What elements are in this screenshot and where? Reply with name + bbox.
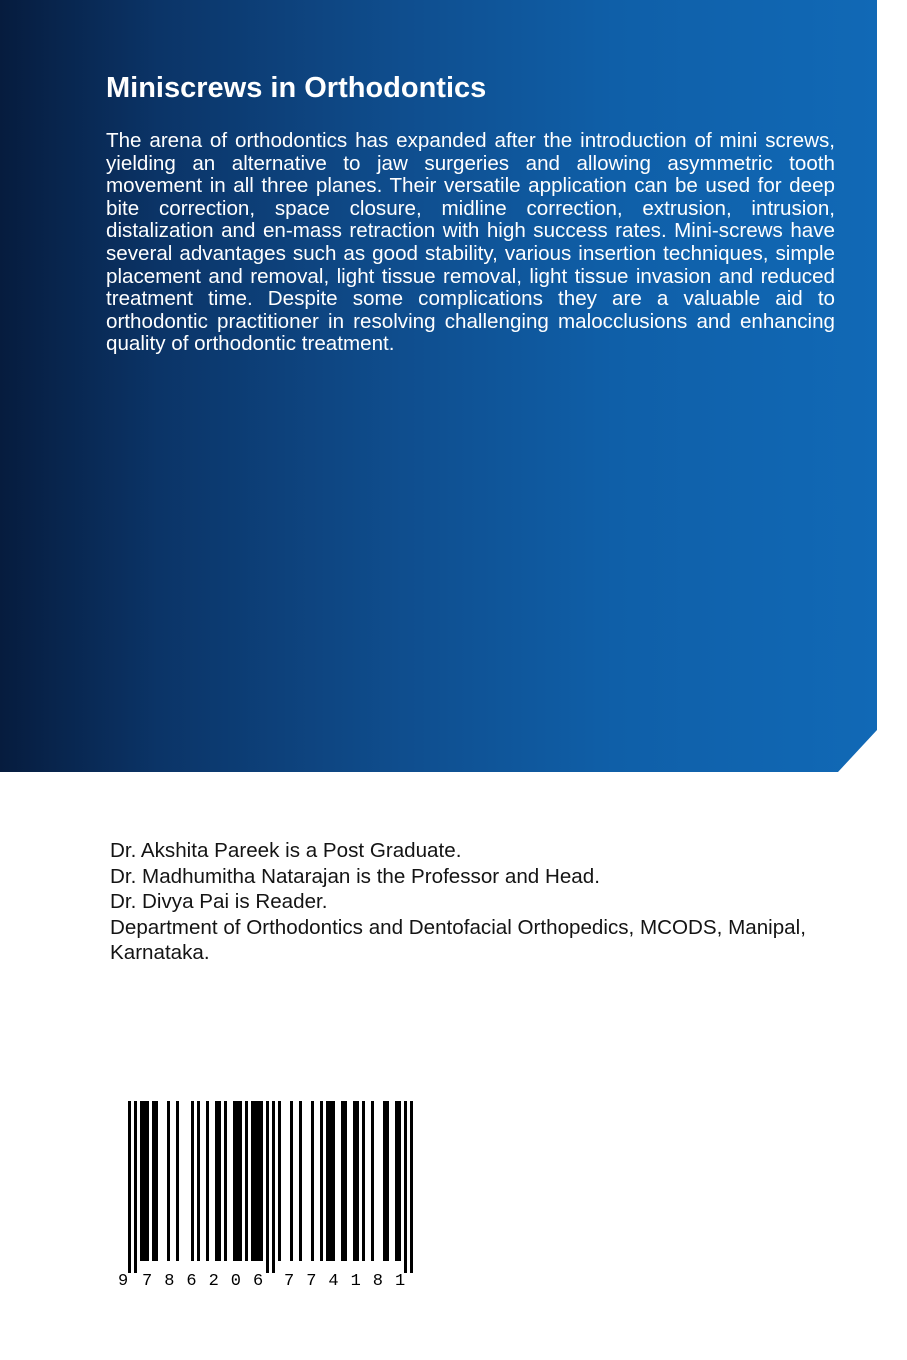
barcode-bar xyxy=(146,1101,149,1261)
barcode-digit-first: 9 xyxy=(118,1272,129,1291)
author-line-1: Dr. Akshita Pareek is a Post Graduate. xyxy=(110,839,462,862)
barcode-digits-right: 774181 xyxy=(284,1272,418,1291)
barcode-bar xyxy=(143,1101,146,1261)
barcode-bar xyxy=(398,1101,401,1261)
barcode-bar xyxy=(128,1101,131,1273)
barcode-bar xyxy=(326,1101,329,1261)
barcode-bar xyxy=(257,1101,260,1261)
barcode-bar xyxy=(386,1101,389,1261)
barcode-bar xyxy=(356,1101,359,1261)
author-line-4: Department of Orthodontics and Dentofacial Orthopedics, MCODS, Manipal, Karnataka. xyxy=(110,915,806,964)
barcode-bar xyxy=(329,1101,332,1261)
barcode-bar xyxy=(371,1101,374,1261)
barcode-bar xyxy=(155,1101,158,1261)
barcode-bar xyxy=(254,1101,257,1261)
barcode-bar xyxy=(410,1101,413,1273)
barcode-bar xyxy=(224,1101,227,1261)
barcode-bar xyxy=(362,1101,365,1261)
barcode-bar xyxy=(251,1101,254,1261)
isbn-barcode xyxy=(118,1101,430,1291)
barcode-bar xyxy=(215,1101,218,1261)
book-description: The arena of orthodontics has expanded after the introduction of mini screws, yielding an alternative to jaw surgeries and allowing asymmetric tooth movement in all three planes. Their versatile application can be used for deep bite correction, space closure, midline correction, extrusion, intrusion, distalization and en-mass retraction with high success rates. Mini-screws have several advantages such as good stability, various insertion techniques, simple placement and removal, light tissue removal, light tissue invasion and reduced treatment time. Despite some complications they are a valuable aid to orthodontic practitioner in resolving challenging malocclusions and enhancing quality of orthodontic treatment. xyxy=(106,129,835,356)
barcode-bar xyxy=(134,1101,137,1273)
barcode-bar xyxy=(239,1101,242,1261)
author-info xyxy=(110,838,850,966)
barcode-bar xyxy=(320,1101,323,1261)
barcode-bar xyxy=(236,1101,239,1261)
author-line-2: Dr. Madhumitha Natarajan is the Professor and Head. xyxy=(110,864,600,888)
barcode-bar xyxy=(395,1101,398,1261)
barcode-bar xyxy=(266,1101,269,1273)
author-line-3: Dr. Divya Pai is Reader. xyxy=(110,890,328,913)
barcode-bar xyxy=(245,1101,248,1261)
barcode-bar xyxy=(341,1101,344,1261)
barcode-bar xyxy=(140,1101,143,1261)
barcode-bar xyxy=(332,1101,335,1261)
barcode-bar xyxy=(353,1101,356,1261)
barcode-bar xyxy=(191,1101,194,1261)
barcode-bar xyxy=(404,1101,407,1273)
barcode-bar xyxy=(278,1101,281,1261)
barcode-digits-left: 786206 xyxy=(142,1272,276,1291)
barcode-bar xyxy=(344,1101,347,1261)
barcode-bar xyxy=(197,1101,200,1261)
barcode-bar xyxy=(152,1101,155,1261)
barcode-bar xyxy=(167,1101,170,1261)
barcode-bar xyxy=(260,1101,263,1261)
barcode-bar xyxy=(272,1101,275,1273)
barcode-bar xyxy=(218,1101,221,1261)
barcode-bar xyxy=(206,1101,209,1261)
barcode-bar xyxy=(383,1101,386,1261)
barcode-bar xyxy=(311,1101,314,1261)
book-title: Miniscrews in Orthodontics xyxy=(106,72,487,104)
barcode-bar xyxy=(290,1101,293,1261)
barcode-bar xyxy=(233,1101,236,1261)
barcode-bar xyxy=(299,1101,302,1261)
barcode-bar xyxy=(176,1101,179,1261)
